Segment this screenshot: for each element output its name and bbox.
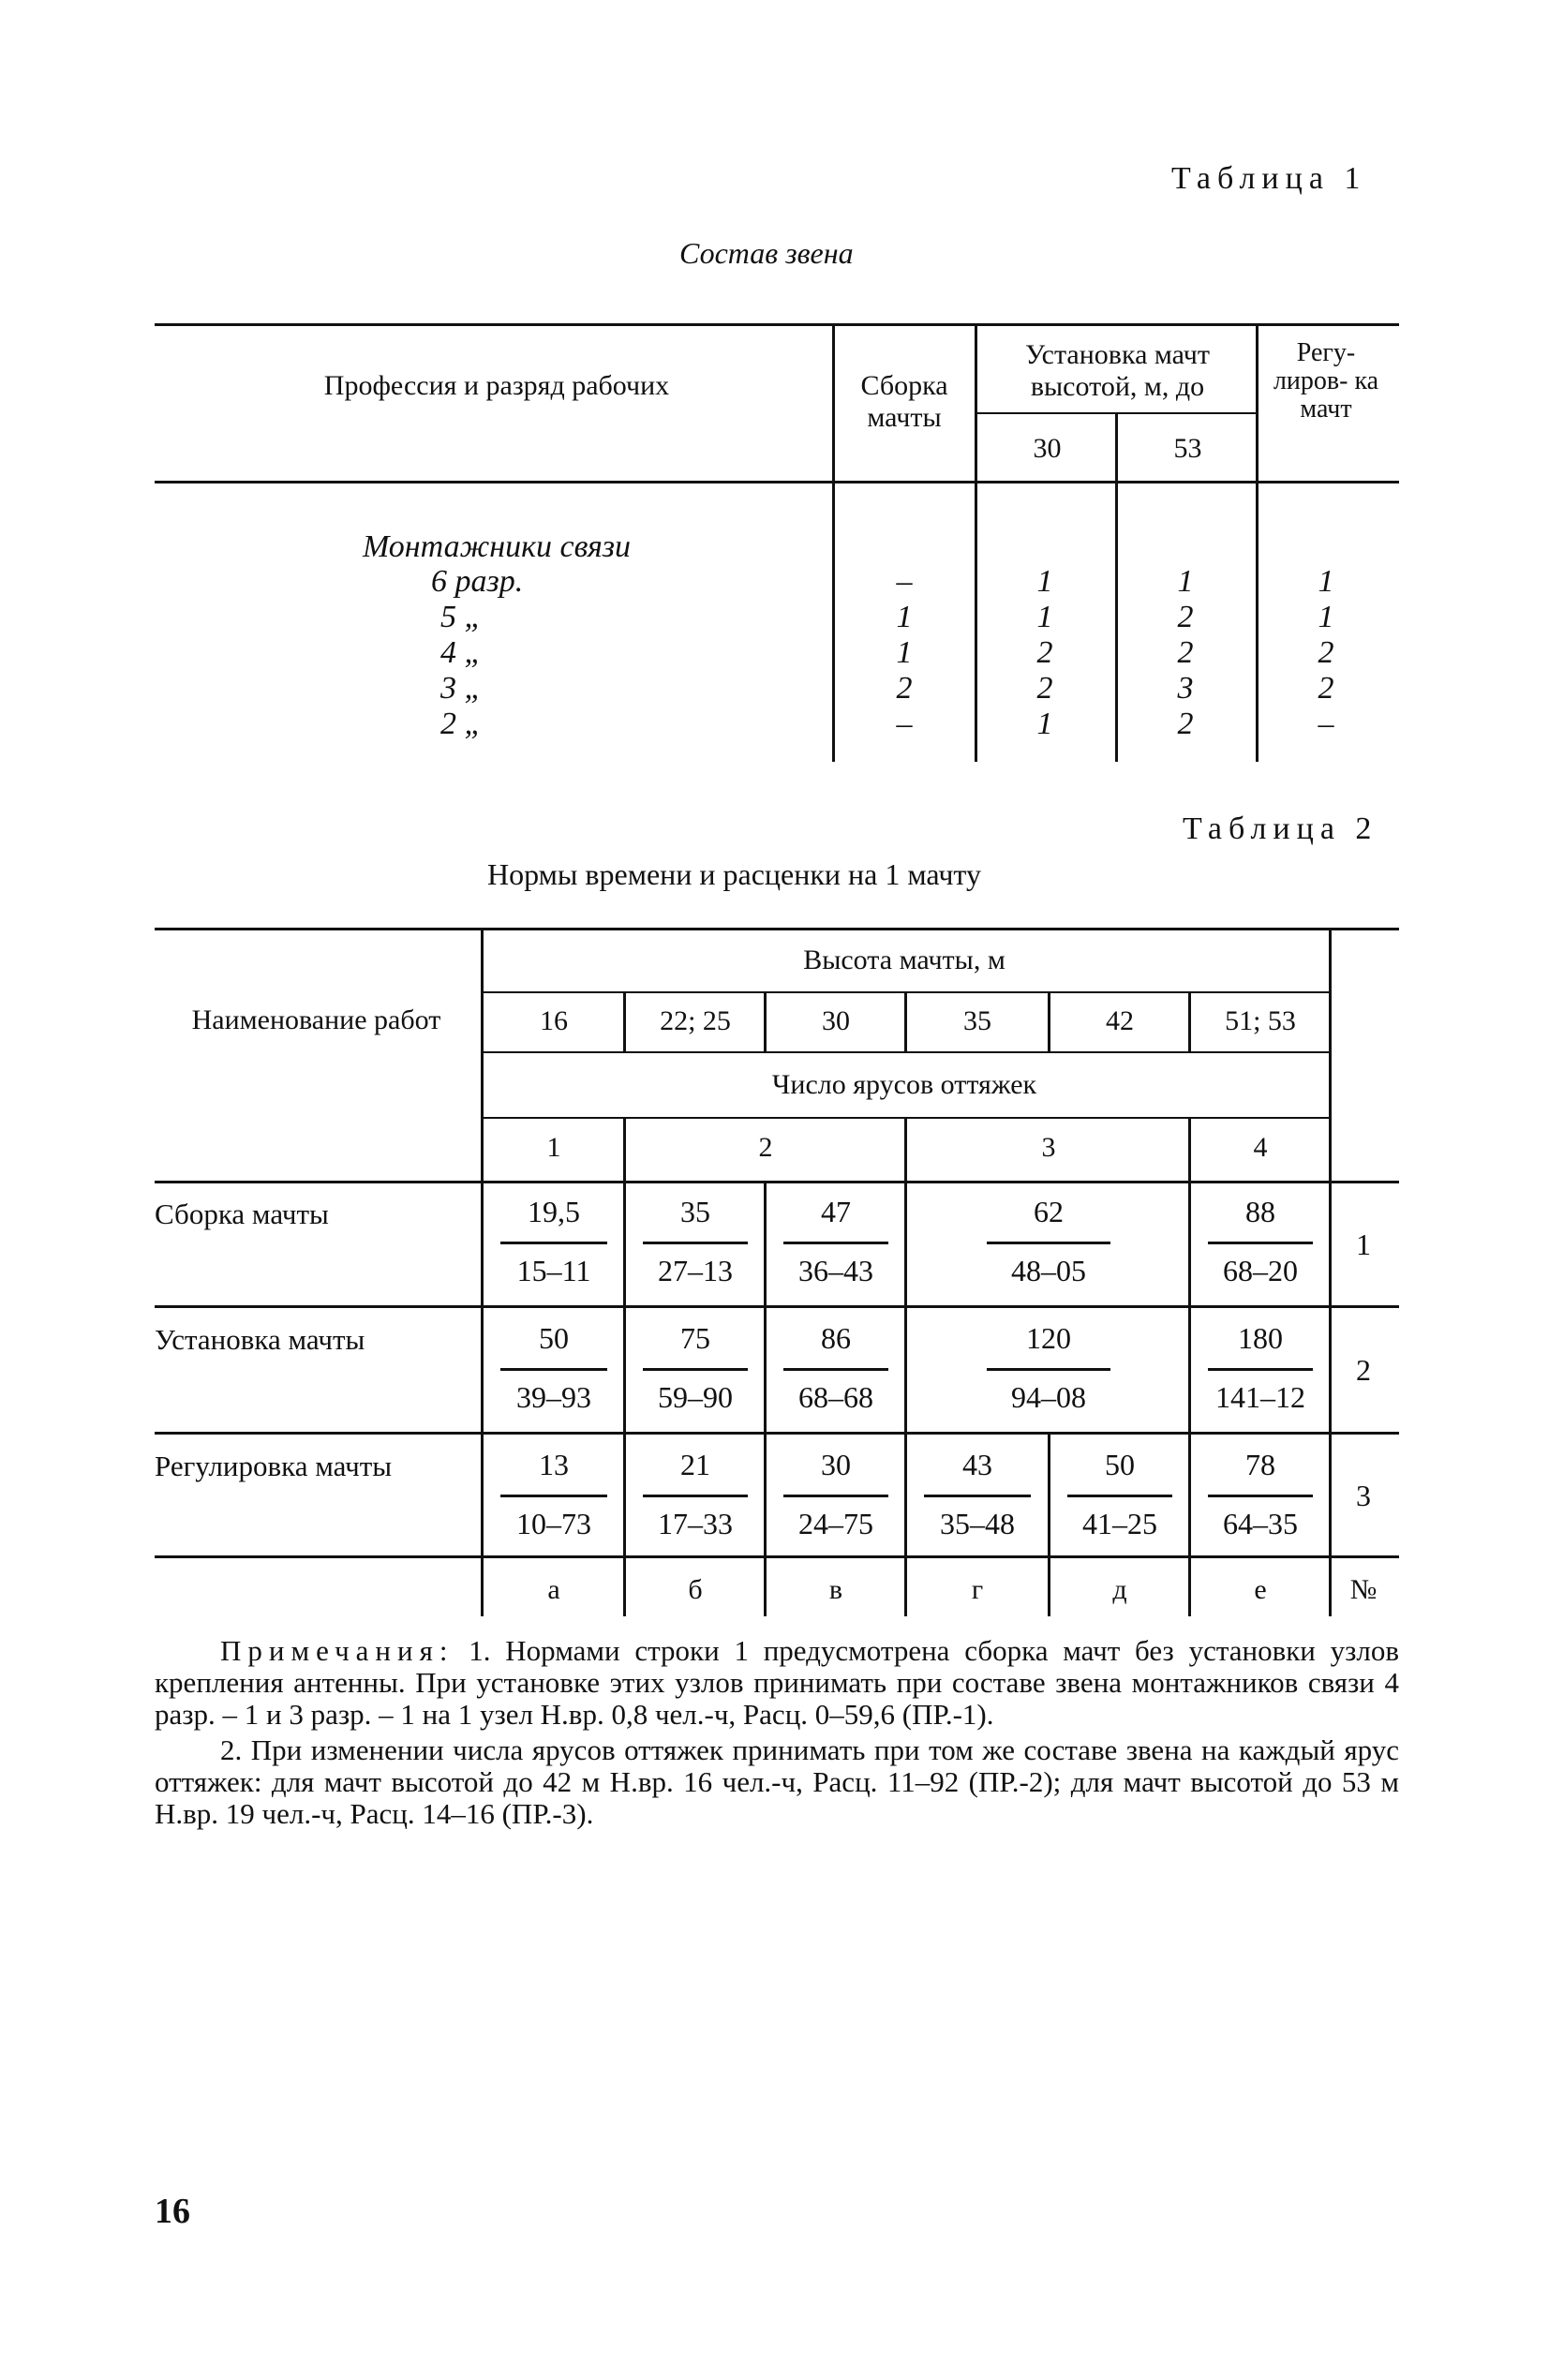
table1-header-regulation: Регу- лиров- ка мачт bbox=[1273, 338, 1379, 424]
rate: 64–35 bbox=[1223, 1507, 1298, 1540]
table2-cell bbox=[1195, 1195, 1326, 1288]
time-norm: 47 bbox=[821, 1195, 851, 1228]
rate: 10–73 bbox=[516, 1507, 591, 1540]
table1-caption: Таблица 1 bbox=[1171, 161, 1367, 196]
table2-header-tier-value: 3 bbox=[1041, 1132, 1056, 1163]
table2-cell bbox=[487, 1448, 620, 1541]
table2-cell bbox=[1195, 1448, 1326, 1541]
rate: 68–68 bbox=[798, 1380, 873, 1414]
table2-header-tiers: Число ярусов оттяжек bbox=[771, 1069, 1037, 1100]
table2-footer-letter: д bbox=[1112, 1574, 1127, 1605]
table2-cell bbox=[630, 1448, 761, 1541]
table1-header-h30: 30 bbox=[1033, 433, 1062, 464]
table2-row-name: Установка мачты bbox=[155, 1323, 365, 1356]
table1-cell-h53: 1 bbox=[1177, 564, 1194, 599]
note-2: 2. При изменении числа ярусов оттяжек принимать при том же составе звена на каждый ярус оттяжек: для мачт высотой до 42 м Н.вр. 16 чел.-ч, Расц. 11–92 (ПР.-2); для мачт высотой до 53 м Н.вр. 19 чел.-ч, Расц. 14–16 (ПР.-3). bbox=[155, 1733, 1399, 1830]
table2-header-tier-value: 1 bbox=[546, 1132, 561, 1163]
rate: 94–08 bbox=[1011, 1380, 1086, 1414]
table2-cell bbox=[911, 1448, 1044, 1541]
table1-header-profession: Профессия и разряд рабочих bbox=[323, 370, 670, 401]
table1-cell-h30: 1 bbox=[1036, 707, 1053, 741]
table1-cell-assembly: 1 bbox=[896, 635, 913, 670]
table2-cell bbox=[770, 1195, 901, 1288]
rate: 41–25 bbox=[1082, 1507, 1157, 1540]
table2-row-name: Сборка мачты bbox=[155, 1197, 329, 1230]
rate: 17–33 bbox=[658, 1507, 733, 1540]
table2-cell bbox=[630, 1321, 761, 1415]
table2-cell bbox=[1195, 1321, 1326, 1415]
table1-cell-assembly: 2 bbox=[896, 671, 913, 706]
table2-header-work-name: Наименование работ bbox=[191, 1004, 441, 1035]
table2-row-number: 2 bbox=[1356, 1353, 1371, 1387]
table1-cell-regulation: 1 bbox=[1318, 564, 1334, 599]
notes bbox=[155, 1635, 1399, 1830]
rate: 141–12 bbox=[1215, 1380, 1305, 1414]
rate: 15–11 bbox=[516, 1254, 591, 1287]
table2-cell bbox=[770, 1321, 901, 1415]
table2-caption: Таблица 2 bbox=[1183, 811, 1378, 846]
rate: 48–05 bbox=[1011, 1254, 1086, 1287]
time-norm: 21 bbox=[680, 1448, 710, 1481]
time-norm: 19,5 bbox=[528, 1195, 580, 1228]
table1-cell-h30: 1 bbox=[1036, 600, 1053, 634]
note-1: 1. Нормами строки 1 предусмотрена сборка мачт без установки узлов крепления антенны. При установке этих узлов принимать при составе звена монтажников связи 4 разр. – 1 и 3 разр. – 1 на 1 узел Н.вр. 0,8 чел.-ч, Расц. 0–59,6 (ПР.-1). bbox=[155, 1634, 1400, 1731]
table2-footer-letter: а bbox=[547, 1574, 560, 1605]
table2-row-name: Регулировка мачты bbox=[155, 1450, 393, 1482]
time-norm: 86 bbox=[821, 1321, 851, 1355]
table1-row-grade: 2 „ bbox=[440, 707, 483, 741]
rate: 39–93 bbox=[516, 1380, 591, 1414]
table2-cell bbox=[487, 1321, 620, 1415]
time-norm: 50 bbox=[1105, 1448, 1135, 1481]
table2-footer-letter: г bbox=[971, 1574, 984, 1605]
rate: 36–43 bbox=[798, 1254, 873, 1287]
table2-header-height: Высота мачты, м bbox=[803, 945, 1005, 975]
table2-row-number: 3 bbox=[1356, 1479, 1371, 1512]
table1-row-grade: 5 „ bbox=[440, 600, 483, 634]
time-norm: 43 bbox=[962, 1448, 992, 1481]
table1-cell-regulation: 2 bbox=[1318, 671, 1334, 706]
table2-cell bbox=[911, 1195, 1186, 1288]
table2-cell bbox=[911, 1321, 1186, 1415]
rate: 27–13 bbox=[658, 1254, 733, 1287]
rate: 59–90 bbox=[658, 1380, 733, 1414]
table1-cell-assembly: – bbox=[896, 564, 913, 599]
time-norm: 50 bbox=[539, 1321, 569, 1355]
table1-header-installation: Установка мачт высотой, м, до bbox=[1025, 339, 1210, 402]
rate: 35–48 bbox=[940, 1507, 1015, 1540]
table1-cell-regulation: 2 bbox=[1318, 635, 1334, 670]
table1-cell-h53: 2 bbox=[1177, 707, 1194, 741]
time-norm: 30 bbox=[821, 1448, 851, 1481]
table2-row-number: 1 bbox=[1356, 1227, 1371, 1261]
table2-header-height-value: 51; 53 bbox=[1225, 1005, 1296, 1036]
time-norm: 13 bbox=[539, 1448, 569, 1481]
table1-cell-h53: 3 bbox=[1177, 671, 1194, 706]
table2-cell bbox=[770, 1448, 901, 1541]
table2-title: Нормы времени и расценки на 1 мачту bbox=[487, 857, 981, 891]
table1-cell-regulation: – bbox=[1318, 707, 1334, 741]
table2-header-tier-value: 4 bbox=[1253, 1132, 1268, 1163]
table2-header-height-value: 22; 25 bbox=[660, 1005, 731, 1036]
table2-header-height-value: 42 bbox=[1106, 1005, 1134, 1036]
table2-cell bbox=[487, 1195, 620, 1288]
table1-title: Состав звена bbox=[679, 236, 854, 270]
notes-heading: Примечания: bbox=[220, 1634, 454, 1667]
table1-header-h53: 53 bbox=[1173, 433, 1202, 464]
table1-cell-assembly: 1 bbox=[896, 600, 913, 634]
table2-cell bbox=[630, 1195, 761, 1288]
table1-group-label: Монтажники связи bbox=[362, 529, 632, 564]
table2-header-height-value: 30 bbox=[822, 1005, 850, 1036]
table1-cell-h30: 2 bbox=[1036, 671, 1053, 706]
time-norm: 75 bbox=[680, 1321, 710, 1355]
table1-header-assembly: Сборка мачты bbox=[860, 370, 948, 433]
table1-cell-h53: 2 bbox=[1177, 600, 1194, 634]
table1-row-grade: 4 „ bbox=[440, 635, 483, 670]
rate: 68–20 bbox=[1223, 1254, 1298, 1287]
table2-footer-letter: в bbox=[828, 1574, 843, 1605]
table1-cell-h30: 2 bbox=[1036, 635, 1053, 670]
time-norm: 35 bbox=[680, 1195, 710, 1228]
time-norm: 78 bbox=[1245, 1448, 1275, 1481]
table2-footer-number-sign: № bbox=[1349, 1574, 1378, 1605]
rate: 24–75 bbox=[798, 1507, 873, 1540]
table2-footer-letter: е bbox=[1254, 1574, 1267, 1605]
table2-cell bbox=[1054, 1448, 1185, 1541]
time-norm: 180 bbox=[1238, 1321, 1283, 1355]
table1-cell-h53: 2 bbox=[1177, 635, 1194, 670]
time-norm: 120 bbox=[1026, 1321, 1071, 1355]
page-number: 16 bbox=[155, 2192, 190, 2231]
table2-header-height-value: 35 bbox=[963, 1005, 991, 1036]
table2-footer-letter: б bbox=[688, 1574, 703, 1605]
table2-header-tier-value: 2 bbox=[758, 1132, 773, 1163]
time-norm: 88 bbox=[1245, 1195, 1275, 1228]
table1-row-grade: 3 „ bbox=[440, 671, 483, 706]
time-norm: 62 bbox=[1034, 1195, 1064, 1228]
table2-header-height-value: 16 bbox=[540, 1005, 568, 1036]
table1-row-grade: 6 разр. bbox=[431, 564, 524, 599]
table1-cell-regulation: 1 bbox=[1318, 600, 1334, 634]
table1-cell-assembly: – bbox=[896, 707, 913, 741]
table1-cell-h30: 1 bbox=[1036, 564, 1053, 599]
